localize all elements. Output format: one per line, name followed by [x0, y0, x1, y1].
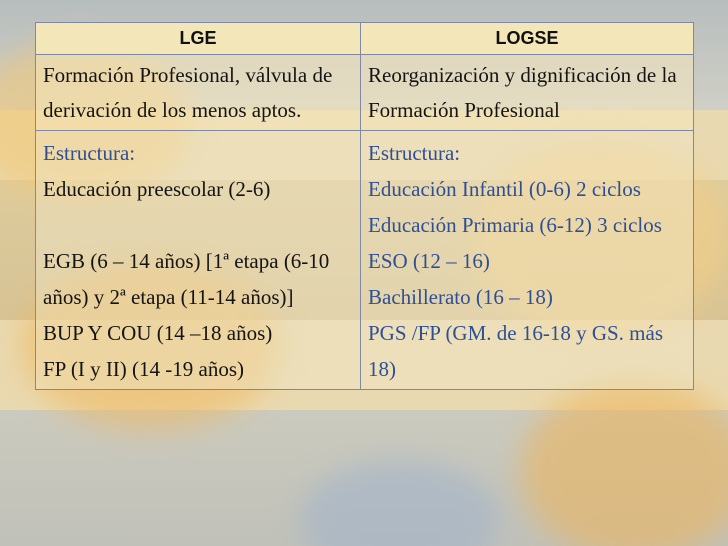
logse-structure-cell: [361, 131, 694, 390]
spacer: [43, 207, 360, 243]
table-row: [36, 131, 694, 390]
logse-stage-item: Bachillerato (16 – 18): [368, 285, 553, 309]
table-header-row: [36, 23, 694, 55]
logse-intro-cell: Reorganización y dignificación de la Formación Profesional: [361, 55, 694, 131]
lge-stage-item: BUP Y COU (14 –18 años): [43, 321, 273, 345]
lge-structure-cell: [36, 131, 361, 390]
structure-label: Estructura:: [43, 141, 136, 165]
header-logse: LOGSE: [361, 23, 694, 55]
structure-label: Estructura:: [368, 141, 461, 165]
lge-stage-item: EGB (6 – 14 años) [1ª etapa (6-10 años) y 2ª etapa (11-14 años)]: [43, 249, 330, 309]
lge-stage-item: Educación preescolar (2-6): [43, 177, 271, 201]
table-row: [36, 55, 694, 131]
lge-intro-cell: Formación Profesional, válvula de derivación de los menos aptos.: [36, 55, 361, 131]
header-lge: LGE: [36, 23, 361, 55]
logse-stage-item: ESO (12 – 16): [368, 249, 490, 273]
lge-stage-item: FP (I y II) (14 -19 años): [43, 357, 245, 381]
logse-stage-item: PGS /FP (GM. de 16-18 y GS. más 18): [368, 321, 664, 381]
logse-stage-item: Educación Infantil (0-6) 2 ciclos: [368, 177, 641, 201]
logse-stage-item: Educación Primaria (6-12) 3 ciclos: [368, 213, 662, 237]
comparison-table: [35, 22, 694, 390]
